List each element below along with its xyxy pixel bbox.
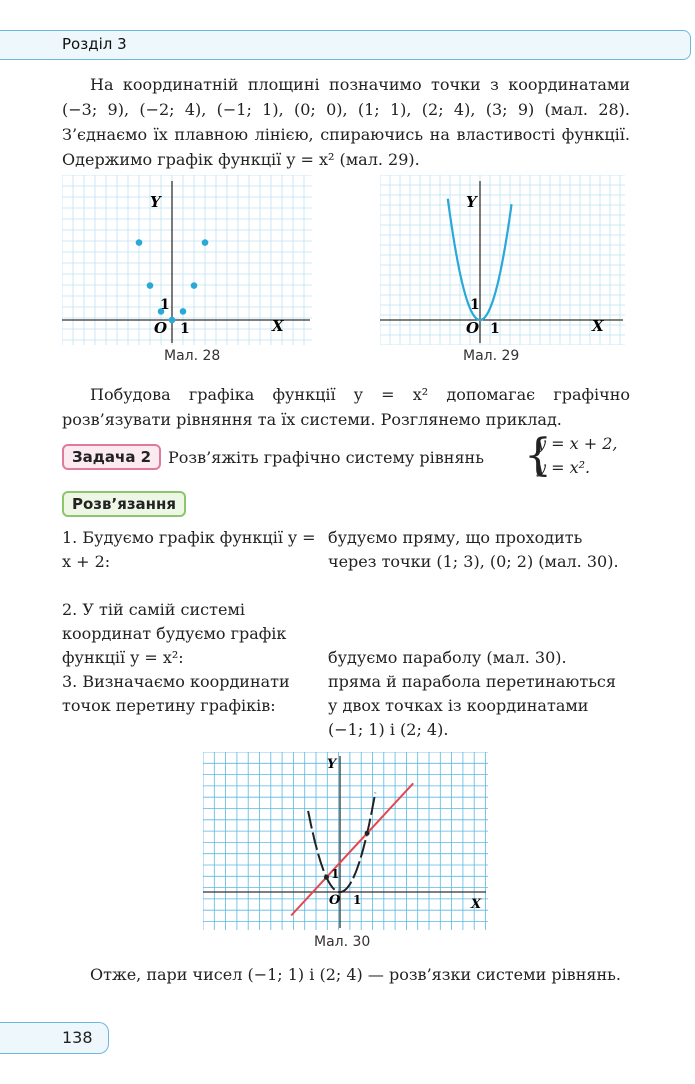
page-number: 138 (62, 1028, 93, 1047)
intersection-point (365, 831, 370, 836)
section-header (0, 30, 691, 60)
intro-paragraph (62, 72, 630, 172)
figure-28 (62, 175, 312, 345)
data-point (169, 317, 176, 324)
intro-text: На координатній площині позначимо точки з координатами (−3; 9), (−2; 4), (−1; 1), (0; 0), (1; 1), (2; 4), (3; 9) (мал. 28). З’єднаємо їх плавною лінією, спираючись на властивості функції. Одержимо графік функції y = x² (мал. 29). (62, 75, 630, 169)
x-label: X (471, 897, 482, 912)
equation-1: y = x + 2, (537, 434, 618, 453)
equation-2: y = x². (537, 458, 591, 477)
figure-30 (203, 752, 488, 930)
data-point (147, 282, 154, 289)
solution-badge: Розв’язання (62, 491, 186, 517)
figure-29-caption: Мал. 29 (463, 348, 520, 364)
y-unit-label: 1 (331, 867, 340, 881)
data-point (202, 239, 209, 246)
task-text: Розв’яжіть графічно систему рівнянь (168, 448, 484, 467)
step-3-right: пряма й парабола перетинаються у двох точках із координатами (−1; 1) і (2; 4). (328, 672, 616, 739)
task-badge: Задача 2 (62, 444, 161, 470)
y-label: Y (150, 193, 161, 211)
origin-label: O (154, 319, 168, 337)
figure-30-caption: Мал. 30 (314, 934, 371, 950)
intersection-point (324, 875, 329, 880)
step-2-left: 2. У тій самій системі координат будуємо графік функції y = x²: (62, 600, 287, 667)
origin-label: O (466, 319, 480, 337)
page-number-tab (0, 1022, 109, 1054)
step-2-right: будуємо параболу (мал. 30). (328, 648, 567, 667)
y-label: Y (466, 193, 477, 211)
data-point (180, 308, 187, 315)
x-unit-label: 1 (180, 321, 190, 337)
system-equations (537, 432, 617, 480)
conclusion-paragraph (62, 962, 630, 987)
y-unit-label: 1 (470, 297, 480, 313)
x-unit-label: 1 (353, 893, 362, 907)
step-3-left: 3. Визначаємо координати точок перетину графіків: (62, 672, 290, 715)
step-1-left: 1. Будуємо графік функції y = x + 2: (62, 528, 316, 571)
section-title: Розділ 3 (62, 35, 127, 53)
x-label: X (272, 317, 284, 335)
x-unit-label: 1 (490, 321, 500, 337)
middle-text: Побудова графіка функції y = x² допомагає графічно розв’язувати рівняння та їх системи. Розглянемо приклад. (62, 385, 630, 429)
figure-28-caption: Мал. 28 (164, 348, 221, 364)
data-point (191, 282, 198, 289)
data-point (136, 239, 143, 246)
middle-paragraph (62, 382, 630, 432)
origin-label: O (329, 893, 341, 908)
system-brace: { (524, 430, 552, 481)
y-unit-label: 1 (160, 297, 170, 313)
y-label: Y (327, 757, 337, 772)
step-1-right: будуємо пряму, що проходить через точки (1; 3), (0; 2) (мал. 30). (328, 528, 619, 571)
figure-29 (380, 175, 625, 345)
x-label: X (592, 317, 604, 335)
conclusion-text: Отже, пари чисел (−1; 1) і (2; 4) — розв’язки системи рівнянь. (90, 965, 621, 984)
